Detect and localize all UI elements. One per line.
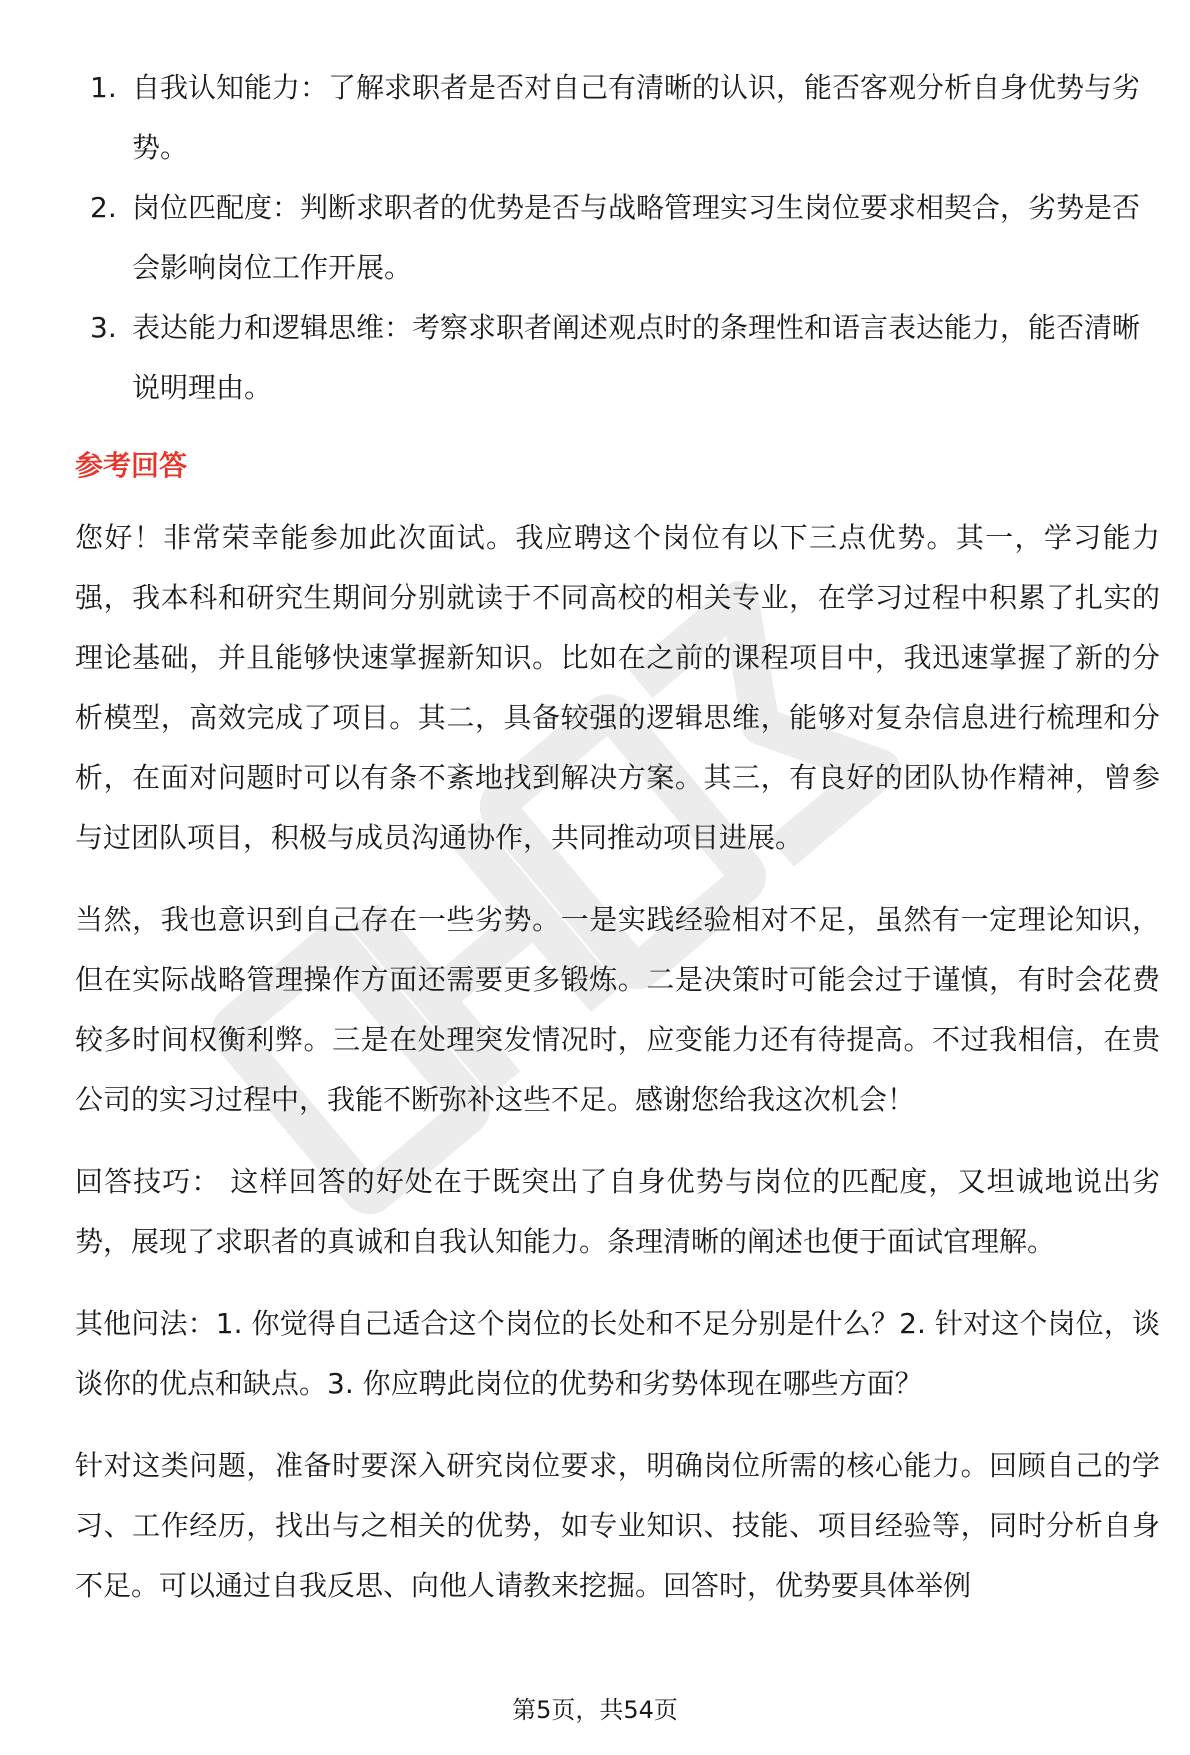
- criteria-text: 表达能力和逻辑思维：考察求职者阐述观点时的条理性和语言表达能力，能否清晰说明理由。: [132, 311, 1141, 404]
- reference-answer-heading: 参考回答: [75, 449, 188, 482]
- criteria-number: 2.: [90, 191, 117, 224]
- evaluation-criteria-list: [75, 58, 1160, 418]
- main-content: [75, 58, 1160, 1638]
- criteria-text: 自我认知能力：了解求职者是否对自己有清晰的认识，能否客观分析自身优势与劣势。: [132, 71, 1141, 164]
- alternative-questions-paragraph: 其他问法：1. 你觉得自己适合这个岗位的长处和不足分别是什么？2. 针对这个岗位，谈谈你的优点和缺点。3. 你应聘此岗位的优势和劣势体现在哪些方面？: [75, 1307, 1160, 1400]
- answer-paragraph-weaknesses: 当然，我也意识到自己存在一些劣势。一是实践经验相对不足，虽然有一定理论知识，但在实际战略管理操作方面还需要更多锻炼。二是决策时可能会过于谨慎，有时会花费较多时间权衡利弊。三是在处理突发情况时，应变能力还有待提高。不过我相信，在贵公司的实习过程中，我能不断弥补这些不足。感谢您给我这次机会！: [75, 903, 1160, 1116]
- criteria-item: [75, 178, 1160, 298]
- answer-paragraph-strengths: 您好！非常荣幸能参加此次面试。我应聘这个岗位有以下三点优势。其一，学习能力强，我本科和研究生期间分别就读于不同高校的相关专业，在学习过程中积累了扎实的理论基础，并且能够快速掌握新知识。比如在之前的课程项目中，我迅速掌握了新的分析模型，高效完成了项目。其二，具备较强的逻辑思维，能够对复杂信息进行梳理和分析，在面对问题时可以有条不紊地找到解决方案。其三，有良好的团队协作精神，曾参与过团队项目，积极与成员沟通协作，共同推动项目进展。: [75, 521, 1160, 854]
- criteria-text: 岗位匹配度：判断求职者的优势是否与战略管理实习生岗位要求相契合，劣势是否会影响岗位工作开展。: [132, 191, 1141, 284]
- criteria-item: [75, 298, 1160, 418]
- answer-tips-paragraph: 回答技巧： 这样回答的好处在于既突出了自身优势与岗位的匹配度，又坦诚地说出劣势，展现了求职者的真诚和自我认知能力。条理清晰的阐述也便于面试官理解。: [75, 1165, 1160, 1258]
- criteria-number: 1.: [90, 71, 117, 104]
- page-number-footer: 第5页，共54页: [512, 1696, 678, 1724]
- criteria-item: [75, 58, 1160, 178]
- criteria-number: 3.: [90, 311, 117, 344]
- preparation-advice-paragraph: 针对这类问题，准备时要深入研究岗位要求，明确岗位所需的核心能力。回顾自己的学习、工作经历，找出与之相关的优势，如专业知识、技能、项目经验等，同时分析自身不足。可以通过自我反思、向他人请教来挖掘。回答时，优势要具体举例: [75, 1449, 1160, 1602]
